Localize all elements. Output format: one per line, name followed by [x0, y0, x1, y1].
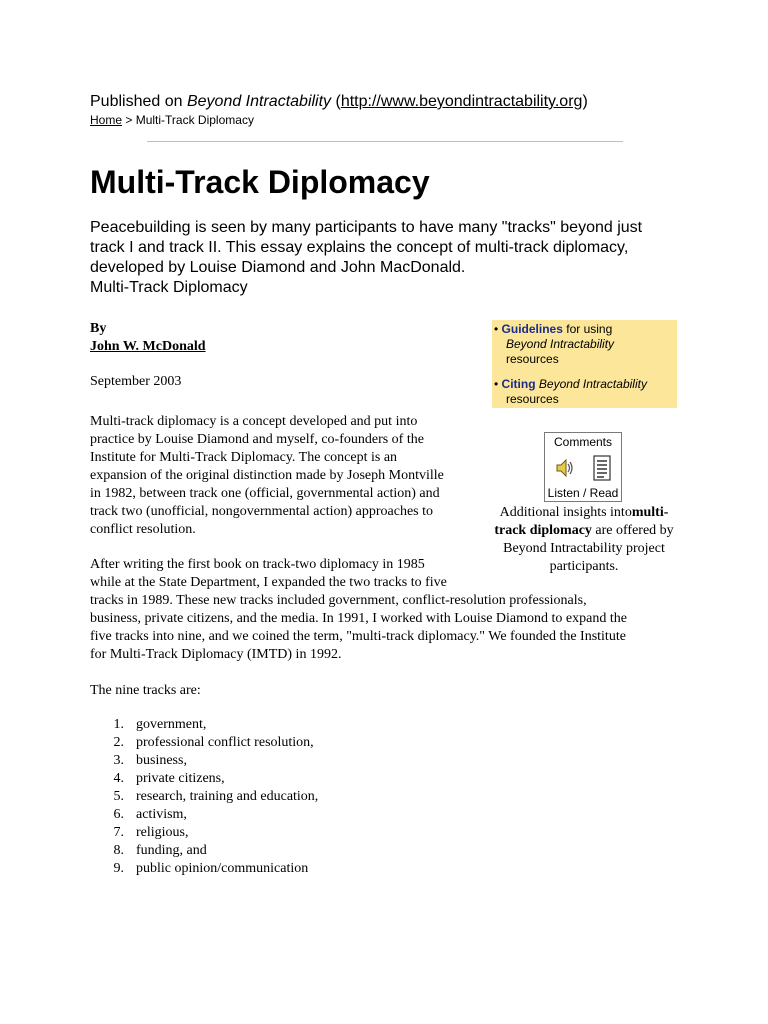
list-number: 6.: [113, 807, 124, 822]
listen-read-label[interactable]: Listen / Read: [547, 486, 619, 500]
paragraph-line: practice by Louise Diamond and myself, co-founders of the: [90, 432, 424, 447]
paragraph-line: tracks in 1989. These new tracks included government, conflict-resolution professionals,: [90, 593, 587, 608]
paragraph-line: for Multi-Track Diplomacy (IMTD) in 1992.: [90, 647, 342, 662]
guidelines-text: for using: [562, 322, 613, 336]
list-item: [90, 770, 318, 788]
author-link[interactable]: John W. McDonald: [90, 339, 206, 354]
insights-topic: multi-track diplomacy: [494, 505, 669, 538]
list-item: [90, 824, 318, 842]
summary-line: developed by Louise Diamond and John MacDonald.: [90, 259, 466, 276]
track-label: research, training and education,: [136, 789, 319, 804]
list-number: 3.: [113, 753, 124, 768]
list-item: [90, 734, 318, 752]
track-label: activism,: [136, 807, 187, 822]
list-item: [90, 860, 318, 878]
published-prefix: Published on: [90, 93, 187, 110]
citing-site-name: Beyond Intractability: [538, 377, 647, 391]
publication-date: September 2003: [90, 374, 182, 389]
tracks-intro: The nine tracks are:: [90, 683, 201, 698]
bullet-icon: •: [494, 322, 499, 336]
tracks-list: [90, 716, 318, 878]
summary-subtitle: Multi-Track Diplomacy: [90, 279, 248, 296]
header-divider: [147, 141, 623, 142]
paragraph-line: five tracks into nine, and we coined the term, "multi-track diplomacy." We founded the Institute: [90, 629, 626, 644]
paragraph-line: business, private citizens, and the media. In 1991, I worked with Louise Diamond to expand the: [90, 611, 627, 626]
list-number: 1.: [113, 717, 124, 732]
track-label: government,: [136, 717, 207, 732]
list-item: [90, 752, 318, 770]
list-number: 2.: [113, 735, 124, 750]
paragraph-line: track two (unofficial, nongovernmental action) approaches to: [90, 504, 434, 519]
comments-listen-widget[interactable]: [544, 432, 622, 502]
breadcrumb: [90, 112, 254, 128]
citing-link[interactable]: Citing: [501, 377, 536, 391]
paragraph-line: Multi-track diplomacy is a concept developed and put into: [90, 414, 418, 429]
speaker-icon[interactable]: [555, 457, 575, 479]
paragraph-line: while at the State Department, I expanded the two tracks to five: [90, 575, 447, 590]
list-item: [90, 842, 318, 860]
summary-line: Peacebuilding is seen by many participants to have many "tracks" beyond just: [90, 219, 643, 236]
breadcrumb-separator: >: [122, 113, 136, 127]
insights-prefix: Additional insights into: [499, 505, 632, 520]
guidelines-suffix: resources: [506, 352, 559, 366]
list-item: [90, 716, 318, 734]
bullet-icon: •: [494, 377, 499, 391]
page-title: Multi-Track Diplomacy: [90, 164, 430, 200]
paragraph-line: After writing the first book on track-two diplomacy in 1985: [90, 557, 425, 572]
guidelines-site-name: Beyond Intractability: [506, 337, 615, 351]
list-item: [90, 806, 318, 824]
track-label: funding, and: [136, 843, 207, 858]
list-number: 7.: [113, 825, 124, 840]
paragraph-line: Institute for Multi-Track Diplomacy. The concept is an: [90, 450, 398, 465]
close-paren: ): [582, 93, 588, 110]
list-number: 4.: [113, 771, 124, 786]
site-url-link[interactable]: http://www.beyondintractability.org: [340, 93, 583, 110]
guidelines-entry: [494, 322, 673, 367]
list-item: [90, 788, 318, 806]
body-paragraph-1: [90, 413, 490, 539]
byline: [90, 320, 206, 356]
list-number: 9.: [113, 861, 124, 876]
body-paragraph-2: [90, 556, 690, 664]
breadcrumb-home-link[interactable]: Home: [90, 113, 123, 127]
article-summary: [90, 218, 690, 298]
published-line: [90, 92, 588, 112]
guidelines-box: [492, 320, 677, 408]
breadcrumb-current: Multi-Track Diplomacy: [135, 113, 254, 127]
track-label: public opinion/communication: [136, 861, 309, 876]
citing-suffix: resources: [506, 392, 559, 406]
open-paren: (: [331, 93, 341, 110]
list-number: 8.: [113, 843, 124, 858]
document-icon[interactable]: [593, 455, 611, 481]
list-number: 5.: [113, 789, 124, 804]
site-name: Beyond Intractability: [186, 93, 332, 110]
guidelines-link[interactable]: Guidelines: [501, 322, 563, 336]
citing-entry: [494, 377, 673, 407]
paragraph-line: in 1982, between track one (official, governmental action) and: [90, 486, 440, 501]
paragraph-line: expansion of the original distinction made by Joseph Montville: [90, 468, 444, 483]
paragraph-line: conflict resolution.: [90, 522, 196, 537]
track-label: religious,: [136, 825, 189, 840]
track-label: professional conflict resolution,: [136, 735, 314, 750]
comments-label[interactable]: Comments: [553, 435, 612, 449]
summary-line: track I and track II. This essay explains the concept of multi-track diplomacy,: [90, 239, 629, 256]
track-label: business,: [136, 753, 187, 768]
track-label: private citizens,: [136, 771, 225, 786]
by-label: By: [90, 321, 107, 336]
insights-suffix: are offered by Beyond Intractability project participants.: [503, 523, 674, 574]
